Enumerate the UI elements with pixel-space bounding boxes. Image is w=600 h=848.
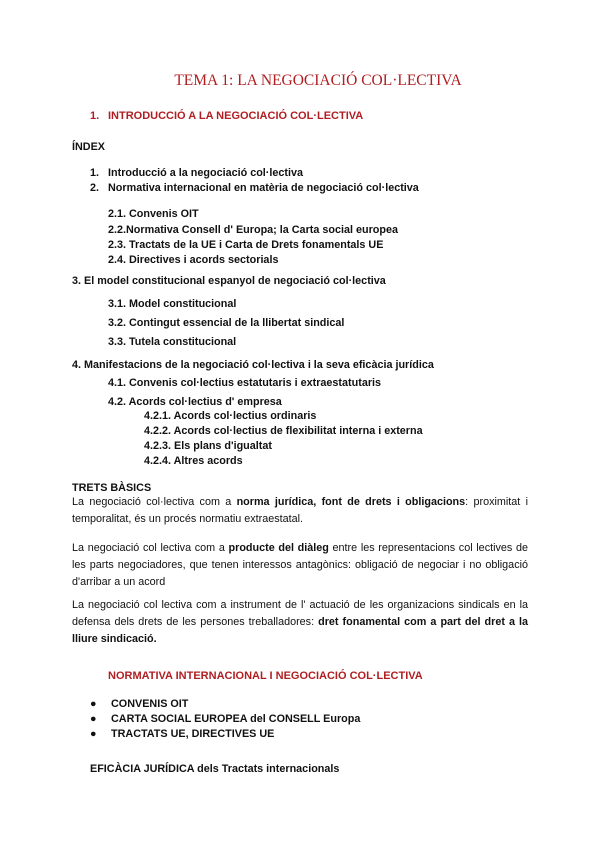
trets-paragraph-2 [72, 540, 528, 591]
index-item-1: Introducció a la negociació col·lectiva [108, 167, 303, 179]
eficacia-heading: EFICÀCIA JURÍDICA dels Tractats internacionals [90, 763, 340, 775]
bullet-icon: ● [90, 728, 97, 740]
page-title: TEMA 1: LA NEGOCIACIÓ COL·LECTIVA [174, 72, 462, 89]
index-item-3: 3. El model constitucional espanyol de negociació col·lectiva [72, 275, 386, 287]
index-item-2: Normativa internacional en matèria de negociació col·lectiva [108, 182, 419, 194]
index-item-2-4: 2.4. Directives i acords sectorials [108, 254, 279, 266]
paragraph-1-bold: norma jurídica, font de drets i obligacions [236, 496, 466, 508]
paragraph-1-text-end: : proximitat i temporalitat, és un procés normatiu extraestatal. [72, 496, 528, 525]
normativa-heading: NORMATIVA INTERNACIONAL I NEGOCIACIÓ COL·LECTIVA [108, 670, 423, 682]
section-title: INTRODUCCIÓ A LA NEGOCIACIÓ COL·LECTIVA [108, 110, 364, 122]
paragraph-2-text: La negociació col lectiva com a [72, 542, 229, 554]
trets-heading: TRETS BÀSICS [72, 482, 152, 494]
index-item-4-2-2: 4.2.2. Acords col·lectius de flexibilitat interna i externa [144, 425, 423, 437]
bullet-item-convenis [90, 698, 188, 710]
bullet-label: TRACTATS UE, DIRECTIVES UE [111, 728, 275, 740]
bullet-icon: ● [90, 713, 97, 725]
paragraph-2-text-end: entre les representacions col lectives de les parts negociadores, que tenen interessos antagònics: obligació de negociar i no obligació d'arribar a un acord [72, 542, 528, 588]
index-item-3-1: 3.1. Model constitucional [108, 298, 237, 310]
index-item-4: 4. Manifestacions de la negociació col·lectiva i la seva eficàcia jurídica [72, 359, 434, 371]
section-number: 1. [90, 110, 100, 122]
paragraph-2-bold: producte del diàleg [228, 542, 329, 554]
paragraph-3-text: La negociació col lectiva com a instrument de l' actuació de les organizacions sindicals en la defensa dels drets de les persones treballadores: [72, 599, 528, 628]
trets-paragraph-3 [72, 597, 528, 648]
index-item-4-2: 4.2. Acords col·lectius d' empresa [108, 396, 282, 408]
index-item-4-2-3: 4.2.3. Els plans d'igualtat [144, 440, 272, 452]
index-item-2-2: 2.2.Normativa Consell d' Europa; la Carta social europea [108, 224, 398, 236]
bullet-label: CARTA SOCIAL EUROPEA del CONSELL Europa [111, 713, 361, 725]
index-item-2-3: 2.3. Tractats de la UE i Carta de Drets fonamentals UE [108, 239, 384, 251]
bullet-icon: ● [90, 698, 97, 710]
index-item-3-2: 3.2. Contingut essencial de la llibertat sindical [108, 317, 345, 329]
index-item-4-1: 4.1. Convenis col·lectius estatutaris i extraestatutaris [108, 377, 382, 389]
index-item-4-2-4: 4.2.4. Altres acords [144, 455, 243, 467]
index-item-2-number: 2. [90, 182, 100, 194]
index-item-2-1: 2.1. Convenis OIT [108, 208, 199, 220]
trets-paragraph-1 [72, 494, 528, 528]
index-item-1-number: 1. [90, 167, 100, 179]
index-item-4-2-1: 4.2.1. Acords col·lectius ordinaris [144, 410, 317, 422]
bullet-label: CONVENIS OIT [111, 698, 189, 710]
bullet-item-tractats [90, 728, 274, 740]
bullet-item-carta [90, 713, 360, 725]
index-heading: ÍNDEX [72, 141, 105, 153]
paragraph-1-text: La negociació col·lectiva com a [72, 496, 237, 508]
index-item-3-3: 3.3. Tutela constitucional [108, 336, 237, 348]
paragraph-3-bold: dret fonamental com a part del dret a la lliure sindicació. [72, 616, 528, 645]
